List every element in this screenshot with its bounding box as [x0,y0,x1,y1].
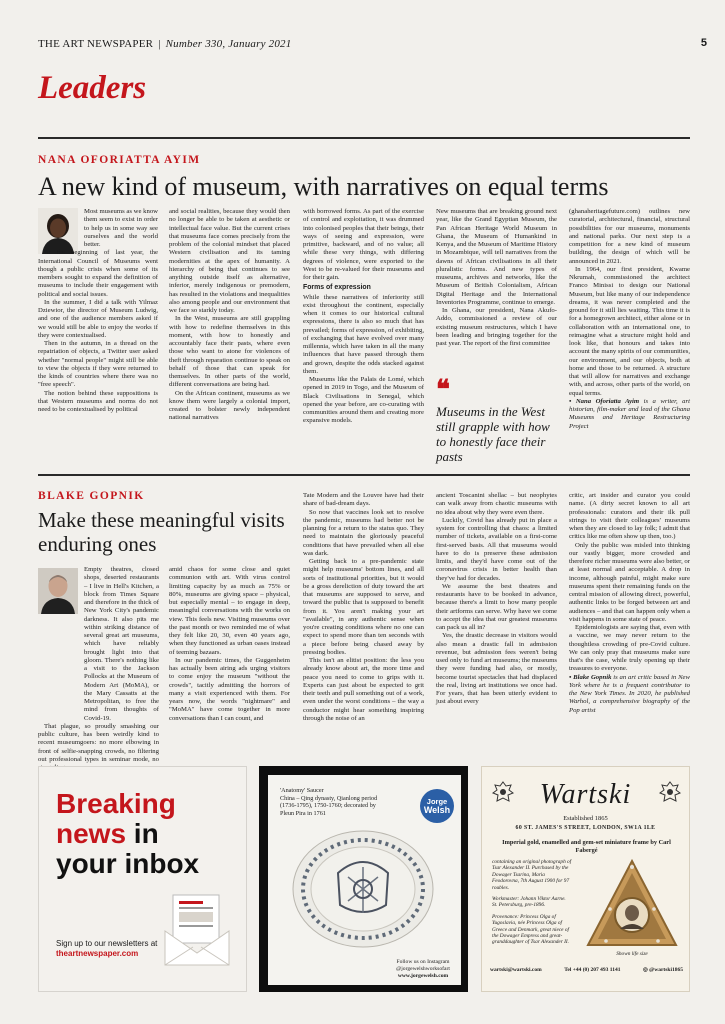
instagram-icon: ◎ [642,967,650,973]
website-link[interactable]: www.jorgewelsh.com [397,973,449,979]
paragraph: Only the public was misled into thinking our vastly bigger, more crowded and therefore richer museums were also better, or at least normal and acceptable. A drop in income, although painful, might make sure museums spent their remaining funds on the central mission of allowing direct, powerful, authentic links to be forged between art and audiences – and that can happen only when a visit happens in some state of peace. [569,541,690,623]
section-title: Leaders [38,70,147,106]
article2-byline: BLAKE GOPNIK [38,490,145,502]
product-description [492,859,572,951]
store-address: 60 ST. JAMES'S STREET, LONDON, SW1A 1LE [515,825,656,831]
article2-column-1 [38,566,159,763]
headline-line-1: Breaking [56,788,176,819]
paragraph: with borrowed forms. As part of the exercise of control and exploitation, it was drummed into colonised peoples that their beings, their ways of seeing and expression, were primitive, backward, and of no value; all while these very things, with differing degrees of violence, were exported to the West to be re-valued for their museums and for their gain. [303,208,424,281]
paragraph: Most museums as we know them seem to exist in order to help us in some way see ourselves and the world better. [84,208,158,248]
paragraph: In Ghana, our president, Nana Akufo-Addo, commissioned a review of our existing museum restructures, which I have been leading and bringing together for the past year. The report of the first committee [436,307,557,347]
instagram-link[interactable] [643,967,683,973]
wartski-ad[interactable] [481,766,690,992]
paragraph: On the African continent, museums as we know them were largely a colonial import, created to bolster newly independent national narratives [169,389,290,422]
paragraph: This isn't an elitist position: the less you already know about art, the more time and peace you need to come to grips with it. Experts can just about be expected to grit their teeth and pull something out of a work, even under the worst conditions – the way a conductor might hear something inspiring through the noise of an [303,657,424,722]
paragraph: Tate Modern and the Louvre have had their share of bad-dream days. [303,492,424,508]
logo-line-1: Jorge [426,797,448,806]
headline-line-2a: news [56,818,127,849]
paragraph: While these narratives of inferiority still exist throughout the continent, especially when it comes to our historical cultural expressions, there is also so much that has prevailed; forms of expression, of exhibiting, of exchanging that have evolved over many millennia, which have taken in all the many influences that have passed through them and grown, despite the odds stacked against them. [303,293,424,375]
article2-column-3 [303,492,424,752]
paragraph: critic, art insider and curator you could name. (A dirty secret known to all art professionals: curators and their ilk pull strings to visit their colleagues' museums when they are closed to lay folk; I admit that critics like me often show up then, too.) [569,492,690,541]
jorge-welsh-logo [420,789,454,823]
article1-column-5 [569,208,690,460]
paragraph: The notion behind these suppositions is that Western museums and norms do not need to be contextualised by political [38,389,158,413]
paragraph: At the beginning of last year, the International Council of Museums went though a public crisis when some of its members sought to expand the definition of museums to include their engagement with political and social issues. [38,249,158,298]
established-year: Established 1865 [563,815,608,822]
paragraph: In 1964, our first president, Kwame Nkrumah, commissioned the architect Franco Minissi to design our National Museum, but like many of our independence dreams, it was never completed and the ground for it still lies waiting. This time it is for a homegrown architect, either alone or in collaboration with an international one, to reimagine what a structure might hold and look like, that honours and takes into account the many spirits of our communities, our environment, and our objects, both at home and those to be returned. A structure that will allow for narratives and exchange with, and across, other parts of the world, on equal terms. [569,265,690,397]
paragraph: In the summer, I did a talk with Yilmaz Dziewior, the director of Museum Ludwig, and one of the audience members asked if we would still be able to enjoy the works if they were contextualised. [38,298,158,339]
anatomy-saucer-image [288,821,438,953]
article2-column-5 [569,492,690,752]
newsletter-link[interactable]: theartnewspaper.com [56,949,139,958]
author-bio-text: is a writer, art historian, film-maker and lead of the Ghana Museums and Heritage Restructuring Project [569,397,690,430]
article1-column-1 [38,208,158,460]
ad-panel [268,775,461,985]
faberge-frame-image [586,859,678,949]
article1-byline: NANA OFORIATTA AYIM [38,154,201,166]
article1-column-4 [436,208,557,376]
paragraph: (ghanaheritagefuture.com) outlines new curatorial, architectural, financial, structural possibilities for our museums, monuments and national parks. Our next step is a competition for a new kind of museum building, the design of which will be announced in 2021. [569,208,690,265]
instagram-follow [388,959,458,980]
paragraph: That plague, so proudly smashing our public culture, has been weirdly kind to recent museumgoers: no more elbowing in front of selfie-snapping crowds, no filtering out professional types in seminar mode, no [38,722,159,763]
paragraph: Then in the autumn, in a thread on the repatriation of objects, a Twitter user asked whether "normal people" might still be able to view the objects if they were returned to the kinds of countries where there was no "free speech". [38,340,158,389]
author-bio [569,398,690,431]
telephone: Tel +44 (0) 207 493 1141 [564,967,621,973]
publication-name: THE ART NEWSPAPER [38,38,154,50]
email-link[interactable]: wartski@wartski.com [490,967,542,973]
paragraph: Epidemiologists are saying that, even with a vaccine, we may never return to the thoughtless crowding of pre-Covid culture. We can only pray that museums make sure that's the case, while truly opening up their treasures to everyone. [569,624,690,673]
article-divider [38,474,690,476]
caption-body: China – Qing dynasty, Qianlong period (1736-1795), 1750-1760; decorated by Pleun Pira in 1761 [280,794,378,817]
masthead: THE ART NEWSPAPER | Number 330, January 2021 [38,38,292,50]
paragraph: and social realities, because they would then no longer be able to be taken at aesthetic or intellectual face value. But the current crises that museums face comes precisely from the problem of the colonial mindset that placed Western civilisation and its taming modernities at the apex of humanity. A hierarchy of being that continues to see anything outside itself as alternative, inferior, merely indigenous or premodern, has resulted in the violations and inequalities also among people and our environment that we face so starkly today. [169,208,290,314]
article2-column-4 [436,492,557,752]
paragraph: In our pandemic times, the Guggenheim has actually been airing ads urging visitors to come enjoy the museum "without the crowds", tacitly admitting the horrors of many a visit experienced with them. For years now, the words "nightmare" and "MoMA" have come together in more conversations than I can count, and [169,656,290,722]
article1-headline: A new kind of museum, with narratives on equal terms [38,172,609,201]
issue-info: Number 330, January 2021 [165,38,292,50]
envelope-icon [165,895,229,965]
paragraph: We assume the best theatres and restaurants have to be booked in advance, because there's a limit to how many people their artforms can serve. Why have we come to accept the idea that our greatest museums can pack us all in? [436,582,557,631]
newsletter-signup [56,939,166,959]
paragraph: Empty theatres, closed shops, deserted restaurants – I live in Hell's Kitchen, a block from Times Square and therefore in the thick of New York City's pandemic darkness. It also pits me within striking distance of several great art museums, which have reliably brought light into that gloom. There's nothing like a visit to the Jackson Pollocks at the Museum of Modern Art (MoMA), or the Mary Cassatts at the Metropolitan, to free the mind from thoughts of Covid-19. [84,566,159,722]
headline-line-3: your inbox [56,848,200,879]
pull-quote [436,375,556,464]
description-paragraph: Workmaster: Johann Viktor Aarne. St. Petersburg, pre-1896. [492,896,566,909]
wartski-logo: Wartski [539,779,632,810]
instagram-handle: @wartski1865 [649,967,683,973]
caption-title: 'Anatomy' Saucer [280,787,324,794]
paragraph: New museums that are breaking ground next year, like the Grand Egyptian Museum, the Pan African Heritage World Museum in Ghana, the Museum of Humankind in Kenya, and the Museum of Maritime History in Mozambique, will tell narratives from the dawns of African civilisations in all their pluralistic forms. And new types of museums, archives and networks, like the Museum of British Colonialism, African Digital Heritage and the International Inventories Programme, continue to emerge. [436,208,557,306]
paragraph: Museums like the Palais de Lomé, which opened in 2019 in Togo, and the Museum of Black Civilisations in Senegal, which opened the year before, are co-curating with communities around them and creating more expansive models. [303,376,424,425]
follow-text: Follow us on Instagram [396,959,450,965]
paragraph: So now that vaccines look set to resolve the pandemic, museums had better not be planning for a return to the status quo. They need to maintain the gloriously peaceful conditions that have prevailed when all else was dark. [303,508,424,557]
author-bio-name: • Blake Gopnik [569,673,612,681]
author-bio-name: • Nana Oforiatta Ayim [569,397,640,405]
paragraph: Yes, the drastic decrease in visitors would also mean a drastic fall in admission revenue, but admission fees weren't being used only to fund art museums; the museums they were funding had also, or mostly, become tourist spectacles that had displaced the real, living art institutions we once had. For years, that has been utterly evident to just about every [436,632,557,706]
jorge-welsh-ad[interactable] [259,766,468,992]
description-paragraph: Provenance: Princess Olga of Yugoslavia, née Princess Olga of Greece and Denmark, great niece of the Dowager Empress and great-granddaughter of Tsar Alexander II. [492,913,569,946]
page-number: 5 [700,37,707,49]
article2-column-2 [169,566,290,752]
newsletter-ad[interactable] [38,766,247,992]
newsletter-headline [56,789,199,879]
paragraph: amid chaos for some close and quiet communion with art. With virus control limiting capacity by as much as 75% or 80%, museums are giving space – physical, but especially mental – to engage in deep, meaningful conversations with the works on view. This feels new. Visiting museums over the past month or two reminded me of what they felt like 20, 30, even 40 years ago, when they functioned as urban oases instead of teeming bazaars. [169,566,290,656]
subhead-forms-of-expression: Forms of expression [303,284,371,292]
headline-line-2b: in [126,818,159,849]
wartski-contact [490,967,683,973]
pull-quote-text: Museums in the West still grapple with how to honestly face their pasts [436,404,550,464]
article1-column-3 [303,208,424,460]
saucer-caption [280,787,390,817]
article2-headline: Make these meaningful visits enduring ones [38,508,285,556]
instagram-handle[interactable]: @jorgewelshworksofart [396,966,450,972]
description-paragraph: containing an original photograph of Tsar Alexander II. Purchased by the Dowager Tsarina, Maria Feodorovna, 7th August 1900 for 97 roubles. [492,859,572,891]
product-title: Imperial gold, enamelled and gem-set miniature frame by Carl Fabergé [502,839,671,854]
logo-line-2: Welsh [423,805,451,815]
shown-life-size: Shown life size [616,951,648,957]
signup-text: Sign up to our newsletters at [56,939,158,948]
author-bio [569,674,690,715]
paragraph: Luckily, Covid has already put in place a system for controlling that chaos: a limited number of tickets, available on a first-come first-served basis. All that museums would have to do is preserve these admission limits, and they'd have come out of the coronavirus crisis in better health than they've had for decades. [436,516,557,582]
paragraph: Getting back to a pre-pandemic state might help museums' bottom lines, and all sorts of institutional priorities, but it would be a gross dereliction of duty toward the art that museums are supposed to serve, and toward the public that is supposed to benefit from it. You aren't making your art "available", in any authentic sense when you're creating conditions where no one can expect to spend more than ten seconds with a piece before being chased away by pressing bodies. [303,558,424,656]
quote-marks-icon: ❝ [436,375,450,404]
article1-column-2 [169,208,290,460]
section-rule [38,137,690,139]
paragraph: In the West, museums are still grappling with how to redefine themselves in this moment, with how to honestly and accountably face their pasts, where even those who want to atone for violences of theft through reparation continue to speak on behalf of those that can speak for themselves. In other parts of the world, different conversations are being had. [169,315,290,389]
author-bio-text: is an art critic based in New York where he is a frequent contributor to the New York Times. In 2020, he published Warhol, a comprehensive biography of the Pop artist [569,673,690,714]
paragraph: ancient Toscanini shellac – but neophytes can walk away from chaotic museums with no idea about why they were even there. [436,492,557,516]
